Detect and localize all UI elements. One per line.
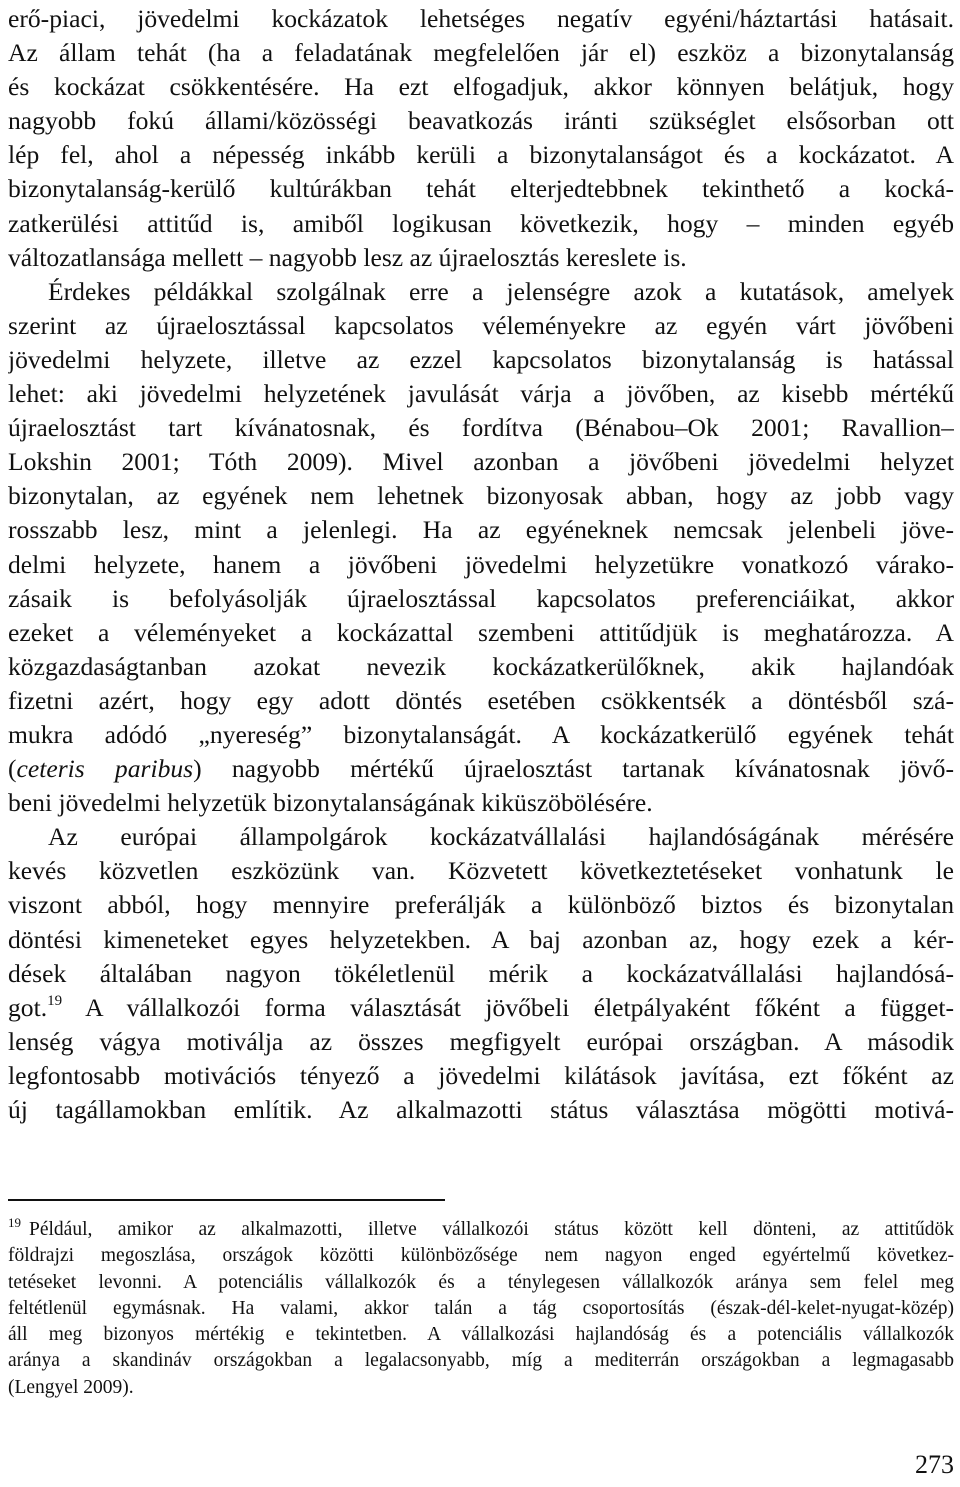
text-fragment: A vállalkozói forma választását jövőbeli életpályaként főként a függet- bbox=[62, 992, 954, 1022]
paragraph-end-line: változatlansága mellett – nagyobb lesz az újraelosztás kereslete is. bbox=[8, 242, 687, 272]
footnote-line: aránya a skandináv országokban a legalacsonyabb, míg a mediterrán országokban a legmagasabb bbox=[8, 1350, 954, 1372]
footnote bbox=[8, 1217, 954, 1401]
text-line: ezeket a véleményeket a kockázattal szembeni attitűdjük is meghatározza. A bbox=[8, 617, 954, 647]
text-line bbox=[8, 991, 954, 1025]
text-line: lép fel, ahol a népesség inkább kerüli a bizonytalanságot és a kockázatot. A bbox=[8, 140, 954, 170]
text-line: közgazdaságtanban azokat nevezik kockázatkerülőknek, akik hajlandóak bbox=[8, 651, 954, 681]
footnote-marker: 19 bbox=[8, 1217, 21, 1230]
text-line: rosszabb lesz, mint a jelenlegi. Ha az egyéneknek nemcsak jelenbeli jöve- bbox=[8, 515, 954, 545]
paragraph-first-line: Az európai állampolgárok kockázatvállalási hajlandóságának mérésére bbox=[48, 822, 954, 852]
text-line: legfontosabb motivációs tényező a jövedelmi kilátások javítása, ezt főként az bbox=[8, 1060, 954, 1090]
body-text bbox=[8, 2, 954, 1127]
text-line: dések általában nagyon tökéletlenül mérik a kockázatvállalási hajlandósá- bbox=[8, 958, 954, 988]
footnote-line bbox=[8, 1217, 954, 1243]
text-fragment: ) nagyobb mértékű újraelosztást tartanak kívánatosnak jövő- bbox=[193, 754, 954, 784]
paragraph-first-line: Érdekes példákkal szolgálnak erre a jelenségre azok a kutatások, amelyek bbox=[48, 276, 954, 306]
footnote-line: feltétlenül egymásnak. Ha valami, akkor talán a tág csoportosítás (észak-dél-kelet-nyugat-közép) bbox=[8, 1297, 954, 1319]
text-line: Az állam tehát (ha a feladatának megfelelően jár el) eszköz a bizonytalanság bbox=[8, 38, 954, 68]
footnote-line: áll meg bizonyos mértékig e tekintetben. A vállalkozási hajlandóság és a potenciális vállalkozók bbox=[8, 1324, 954, 1346]
text-fragment: got. bbox=[8, 992, 48, 1022]
text-line bbox=[8, 752, 954, 786]
footnote-text: Például, amikor az alkalmazotti, illetve vállalkozói státus között kell dönteni, az attitűdök bbox=[29, 1219, 954, 1240]
text-line: Lokshin 2001; Tóth 2009). Mivel azonban a jövőbeni jövedelmi helyzet bbox=[8, 447, 954, 477]
italic-term: ceteris paribus bbox=[16, 754, 194, 784]
text-line: lehet: aki jövedelmi helyzetének javulását várja a jövőben, az kisebb mértékű bbox=[8, 379, 954, 409]
footnote-line: földrajzi megoszlása, országok közötti különbözősége nem nagyon enged egyértelmű következ- bbox=[8, 1245, 954, 1267]
text-line: nagyobb fokú állami/közösségi beavatkozás iránti szükséglet elsősorban ott bbox=[8, 106, 954, 136]
text-line: mukra adódó „nyereség” bizonytalanságát. A kockázatkerülő egyének tehát bbox=[8, 719, 954, 749]
text-line: döntési kimeneteket egyes helyzetekben. A baj azonban az, hogy ezek a kér- bbox=[8, 924, 954, 954]
text-line: bizonytalanság-kerülő kultúrákban tehát elterjedtebbnek tekinthető a kocká- bbox=[8, 174, 954, 204]
text-line: delmi helyzete, hanem a jövőbeni jövedelmi helyzetükre vonatkozó várako- bbox=[8, 549, 954, 579]
text-fragment: ( bbox=[8, 754, 17, 784]
footnote-line: (Lengyel 2009). bbox=[8, 1376, 134, 1398]
page-number: 273 bbox=[915, 1450, 954, 1479]
text-line: és kockázat csökkentésére. Ha ezt elfogadjuk, akkor könnyen belátjuk, hogy bbox=[8, 72, 954, 102]
footnote-reference[interactable]: 19 bbox=[47, 992, 63, 1009]
text-line: zatkerülési attitűd is, amiből logikusan következik, hogy – minden egyéb bbox=[8, 208, 954, 238]
text-line: jövedelmi helyzete, illetve az ezzel kapcsolatos bizonytalanság is hatással bbox=[8, 344, 954, 374]
text-line: bizonytalan, az egyének nem lehetnek bizonyosak abban, hogy az jobb vagy bbox=[8, 481, 954, 511]
text-line: zásaik is befolyásolják újraelosztással kapcsolatos preferenciáikat, akkor bbox=[8, 583, 954, 613]
text-line: kevés közvetlen eszközünk van. Közvetett következtetéseket vonhatunk le bbox=[8, 856, 954, 886]
text-line: fizetni azért, hogy egy adott döntés esetében csökkentsék a döntésből szá- bbox=[8, 685, 954, 715]
text-line: újraelosztást tart kívánatosnak, és fordítva (Bénabou–Ok 2001; Ravallion– bbox=[8, 413, 954, 443]
footnote-separator bbox=[8, 1199, 445, 1201]
text-line: új tagállamokban említik. Az alkalmazotti státus választása mögötti motivá- bbox=[8, 1095, 954, 1124]
footnote-line: tetéseket levonni. A potenciális vállalkozók és a ténylegesen vállalkozók aránya sem felel meg bbox=[8, 1271, 954, 1293]
text-line: lenség vágya motiválja az összes megfigyelt európai országban. A második bbox=[8, 1026, 954, 1056]
paragraph-end-line: beni jövedelmi helyzetük bizonytalanságának kiküszöbölésére. bbox=[8, 788, 653, 818]
text-line: erő-piaci, jövedelmi kockázatok lehetséges negatív egyéni/háztartási hatásait. bbox=[8, 4, 954, 33]
text-line: viszont abból, hogy mennyire preferálják a különböző biztos és bizonytalan bbox=[8, 890, 954, 920]
text-line: szerint az újraelosztással kapcsolatos véleményekre az egyén várt jövőbeni bbox=[8, 310, 954, 340]
